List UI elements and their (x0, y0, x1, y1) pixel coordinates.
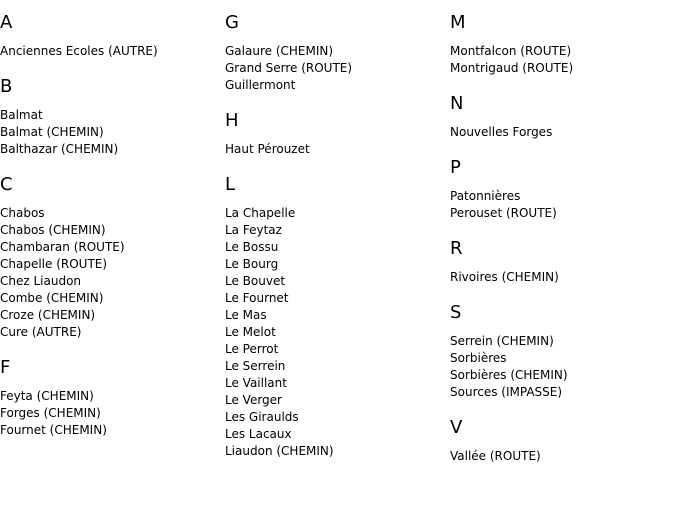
letter-group-f (0, 357, 224, 439)
street-item[interactable]: Montfalcon (ROUTE) (450, 44, 572, 58)
street-item[interactable]: Sources (IMPASSE) (450, 385, 563, 399)
street-item[interactable]: La Feytaz (225, 223, 282, 237)
letter-heading: A (0, 12, 13, 33)
street-list (450, 269, 674, 286)
street-item[interactable]: Sorbières (CHEMIN) (450, 368, 568, 382)
letter-group-b (0, 76, 224, 158)
letter-heading: B (0, 76, 13, 97)
street-list (0, 205, 224, 341)
street-item[interactable]: Le Serrein (225, 359, 286, 373)
letter-heading: R (450, 238, 463, 259)
street-item[interactable]: Nouvelles Forges (450, 125, 553, 139)
street-item[interactable]: Le Bossu (225, 240, 279, 254)
street-item[interactable]: Forges (CHEMIN) (0, 406, 101, 420)
street-list (225, 43, 449, 94)
street-item[interactable]: Balmat (0, 108, 43, 122)
letter-heading: S (450, 302, 462, 323)
street-list (450, 448, 674, 465)
street-item[interactable]: Feyta (CHEMIN) (0, 389, 94, 403)
street-item[interactable]: Fournet (CHEMIN) (0, 423, 107, 437)
index-column-3 (450, 0, 674, 465)
street-item[interactable]: Galaure (CHEMIN) (225, 44, 334, 58)
street-item[interactable]: Le Mas (225, 308, 267, 322)
letter-heading: F (0, 357, 11, 378)
street-item[interactable]: Chapelle (ROUTE) (0, 257, 108, 271)
letter-heading: N (450, 93, 464, 114)
street-item[interactable]: Vallée (ROUTE) (450, 449, 541, 463)
letter-group-n (450, 93, 674, 141)
street-item[interactable]: Anciennes Ecoles (AUTRE) (0, 44, 158, 58)
street-list (0, 388, 224, 439)
street-list (0, 107, 224, 158)
street-item[interactable]: Rivoires (CHEMIN) (450, 270, 559, 284)
street-item[interactable]: La Chapelle (225, 206, 296, 220)
street-item[interactable]: Croze (CHEMIN) (0, 308, 96, 322)
index-column-1 (0, 0, 224, 439)
letter-heading: P (450, 157, 461, 178)
index-column-2 (225, 0, 449, 460)
letter-heading: C (0, 174, 13, 195)
street-item[interactable]: Balmat (CHEMIN) (0, 125, 104, 139)
street-item[interactable]: Chabos (0, 206, 45, 220)
letter-group-a (0, 12, 224, 60)
street-list (450, 333, 674, 401)
letter-heading: V (450, 417, 463, 438)
street-item[interactable]: Chez Liaudon (0, 274, 82, 288)
street-item[interactable]: Le Bourg (225, 257, 279, 271)
street-item[interactable]: Le Fournet (225, 291, 289, 305)
street-list (0, 43, 224, 60)
street-item[interactable]: Chambaran (ROUTE) (0, 240, 125, 254)
street-item[interactable]: Guillermont (225, 78, 296, 92)
street-item[interactable]: Perouset (ROUTE) (450, 206, 557, 220)
street-item[interactable]: Grand Serre (ROUTE) (225, 61, 353, 75)
letter-group-r (450, 238, 674, 286)
letter-heading: G (225, 12, 239, 33)
street-list (450, 124, 674, 141)
street-item[interactable]: Serrein (CHEMIN) (450, 334, 554, 348)
letter-heading: H (225, 110, 239, 131)
street-item[interactable]: Montrigaud (ROUTE) (450, 61, 574, 75)
street-item[interactable]: Patonnières (450, 189, 521, 203)
street-item[interactable]: Le Bouvet (225, 274, 286, 288)
street-item[interactable]: Liaudon (CHEMIN) (225, 444, 334, 458)
letter-group-p (450, 157, 674, 222)
letter-group-g (225, 12, 449, 94)
street-list (450, 43, 674, 77)
street-item[interactable]: Chabos (CHEMIN) (0, 223, 106, 237)
letter-group-m (450, 12, 674, 77)
street-item[interactable]: Combe (CHEMIN) (0, 291, 104, 305)
street-list (450, 188, 674, 222)
street-item[interactable]: Haut Pérouzet (225, 142, 310, 156)
letter-group-c (0, 174, 224, 341)
letter-group-l (225, 174, 449, 460)
letter-group-v (450, 417, 674, 465)
street-item[interactable]: Cure (AUTRE) (0, 325, 82, 339)
street-item[interactable]: Le Perrot (225, 342, 279, 356)
letter-group-s (450, 302, 674, 401)
letter-heading: M (450, 12, 466, 33)
letter-heading: L (225, 174, 236, 195)
street-item[interactable]: Le Verger (225, 393, 282, 407)
street-list (225, 205, 449, 460)
street-list (225, 141, 449, 158)
street-item[interactable]: Les Giraulds (225, 410, 299, 424)
street-item[interactable]: Le Melot (225, 325, 276, 339)
street-item[interactable]: Balthazar (CHEMIN) (0, 142, 119, 156)
street-item[interactable]: Les Lacaux (225, 427, 292, 441)
letter-group-h (225, 110, 449, 158)
street-item[interactable]: Le Vaillant (225, 376, 287, 390)
street-item[interactable]: Sorbières (450, 351, 507, 365)
